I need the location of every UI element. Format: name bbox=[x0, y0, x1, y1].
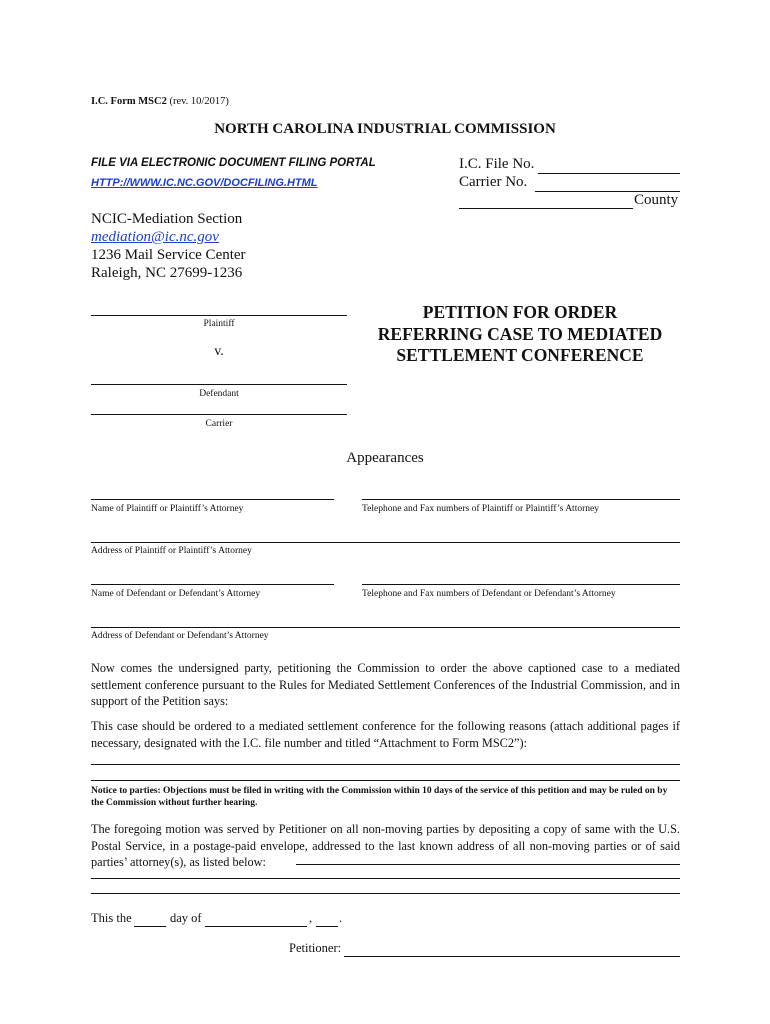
section-name: NCIC-Mediation Section bbox=[91, 211, 243, 227]
defendant-name-field[interactable] bbox=[91, 584, 334, 585]
ic-file-field[interactable] bbox=[538, 173, 680, 174]
plaintiff-field[interactable] bbox=[91, 315, 347, 316]
plaintiff-address-label: Address of Plaintiff or Plaintiff’s Attorney bbox=[91, 546, 252, 556]
service-field-1[interactable] bbox=[296, 864, 680, 865]
day-field[interactable] bbox=[134, 926, 166, 927]
reasons-paragraph: This case should be ordered to a mediated settlement conference for the following reasons (attach additional pages if necessary, designated with the I.C. file number and titled “Attachment to Form MSC2”): bbox=[91, 719, 680, 750]
year-field[interactable] bbox=[316, 926, 338, 927]
date-this-label: This the bbox=[91, 911, 132, 925]
plaintiff-label: Plaintiff bbox=[203, 319, 235, 329]
carrier-no-label: Carrier No. bbox=[459, 174, 528, 190]
file-via-heading: FILE VIA ELECTRONIC DOCUMENT FILING PORTAL bbox=[91, 157, 376, 169]
county-label: County bbox=[634, 192, 679, 208]
defendant-address-field[interactable] bbox=[91, 627, 680, 628]
defendant-address-label: Address of Defendant or Defendant’s Attorney bbox=[91, 631, 269, 641]
petitioner-label: Petitioner: bbox=[289, 941, 342, 955]
appearances-heading: Appearances bbox=[346, 450, 424, 466]
street-address: 1236 Mail Service Center bbox=[91, 247, 246, 263]
period: . bbox=[339, 911, 343, 925]
portal-link[interactable]: HTTP://WWW.IC.NC.GOV/DOCFILING.HTML bbox=[91, 177, 318, 189]
plaintiff-phone-label: Telephone and Fax numbers of Plaintiff or Plaintiff’s Attorney bbox=[362, 504, 599, 514]
defendant-label: Defendant bbox=[199, 389, 239, 399]
versus: v. bbox=[214, 344, 224, 359]
service-field-3[interactable] bbox=[91, 893, 680, 894]
mediation-address bbox=[91, 210, 246, 282]
petitioner-signature-field[interactable] bbox=[344, 956, 680, 957]
plaintiff-address-field[interactable] bbox=[91, 542, 680, 543]
intro-paragraph: Now comes the undersigned party, petitioning the Commission to order the above captioned case to a mediated settlement conference pursuant to the Rules for Mediated Settlement Conferences of the Industrial Commission, and in support of the Petition says: bbox=[91, 661, 680, 708]
plaintiff-phone-field[interactable] bbox=[362, 499, 680, 500]
defendant-phone-label: Telephone and Fax numbers of Defendant or Defendant’s Attorney bbox=[362, 589, 616, 599]
service-field-2[interactable] bbox=[91, 878, 680, 879]
comma: , bbox=[309, 911, 313, 925]
defendant-field[interactable] bbox=[91, 384, 347, 385]
defendant-phone-field[interactable] bbox=[362, 584, 680, 585]
month-field[interactable] bbox=[205, 926, 307, 927]
petition-title: PETITION FOR ORDER REFERRING CASE TO MEDIATED SETTLEMENT CONFERENCE bbox=[377, 302, 663, 365]
agency-title: NORTH CAROLINA INDUSTRIAL COMMISSION bbox=[214, 121, 556, 137]
form-id: I.C. Form MSC2 (rev. 10/2017) bbox=[91, 96, 229, 107]
notice-to-parties: Notice to parties: Objections must be filed in writing with the Commission within 10 days of the service of this petition and may be ruled on by the Commission without further hearing. bbox=[91, 786, 668, 808]
city-address: Raleigh, NC 27699-1236 bbox=[91, 265, 243, 281]
service-paragraph: The foregoing motion was served by Petitioner on all non-moving parties by depositing a copy of same with the U.S. Postal Service, in a postage-paid envelope, addressed to the last known address of all non-moving parties or of said parties’ attorney(s), as listed below: bbox=[91, 822, 680, 869]
plaintiff-name-label: Name of Plaintiff or Plaintiff’s Attorney bbox=[91, 504, 244, 514]
date-day-label: day of bbox=[170, 911, 202, 925]
county-field[interactable] bbox=[459, 208, 633, 209]
plaintiff-name-field[interactable] bbox=[91, 499, 334, 500]
reasons-field-1[interactable] bbox=[91, 764, 680, 765]
carrier-field[interactable] bbox=[91, 414, 347, 415]
email-link[interactable]: mediation@ic.nc.gov bbox=[91, 229, 219, 245]
ic-file-label: I.C. File No. bbox=[459, 156, 535, 172]
reasons-field-2[interactable] bbox=[91, 780, 680, 781]
defendant-name-label: Name of Defendant or Defendant’s Attorney bbox=[91, 589, 261, 599]
carrier-label: Carrier bbox=[205, 419, 233, 429]
